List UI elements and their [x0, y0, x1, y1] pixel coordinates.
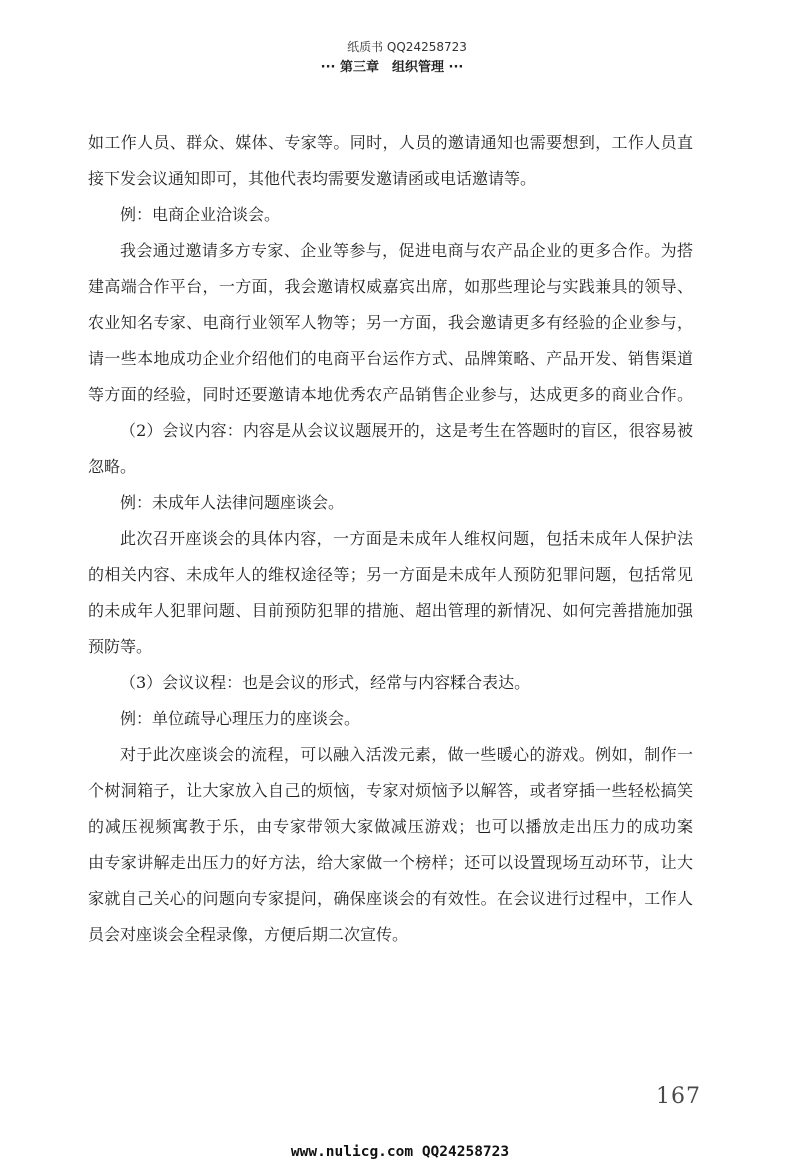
text-line: 的未成年人犯罪问题、目前预防犯罪的措施、超出管理的新情况、如何完善措施加强: [88, 601, 693, 620]
text-line: 预防等。: [88, 637, 153, 656]
text-line: 家就自己关心的问题向专家提问，确保座谈会的有效性。在会议进行过程中，工作人: [88, 889, 693, 908]
paragraph-meeting-agenda: [88, 665, 693, 701]
page-number: 167: [656, 1084, 701, 1109]
text-line: 例：单位疏导心理压力的座谈会。: [120, 709, 361, 728]
paragraph-invitation-continuation: [88, 125, 693, 197]
paragraph-stress-answer: [88, 737, 693, 953]
footer-watermark: www.nulicg.com QQ24258723: [290, 1144, 510, 1160]
text-line: 对于此次座谈会的流程，可以融入活泼元素，做一些暖心的游戏。例如，制作一: [120, 745, 693, 764]
text-line: （2）会议内容：内容是从会议议题展开的，这是考生在答题时的盲区，很容易被: [120, 421, 693, 440]
text-line: 的减压视频寓教于乐，由专家带领大家做减压游戏；也可以播放走出压力的成功案: [88, 817, 693, 836]
paragraph-example-ecommerce: [88, 197, 693, 233]
text-line: 接下发会议通知即可，其他代表均需要发邀请函或电话邀请等。: [88, 169, 537, 188]
text-line: 如工作人员、群众、媒体、专家等。同时，人员的邀请通知也需要想到，工作人员直: [88, 133, 693, 152]
text-line: 请一些本地成功企业介绍他们的电商平台运作方式、品牌策略、产品开发、销售渠道: [88, 349, 693, 368]
text-line: 的相关内容、未成年人的维权途径等；另一方面是未成年人预防犯罪问题，包括常见: [88, 565, 693, 584]
paragraph-example-minors: [88, 485, 693, 521]
text-line: 建高端合作平台，一方面，我会邀请权威嘉宾出席，如那些理论与实践兼具的领导、: [88, 277, 693, 296]
header-watermark: 纸质书 QQ24258723: [347, 40, 467, 54]
text-line: 此次召开座谈会的具体内容，一方面是未成年人维权问题，包括未成年人保护法: [120, 529, 693, 548]
text-line: 例：未成年人法律问题座谈会。: [120, 493, 345, 512]
paragraph-meeting-content: [88, 413, 693, 485]
page-body: [88, 125, 693, 953]
text-line: 忽略。: [88, 457, 137, 476]
text-line: （3）会议议程：也是会议的形式，经常与内容糅合表达。: [120, 673, 531, 692]
text-line: 员会对座谈会全程录像，方便后期二次宣传。: [88, 925, 409, 944]
running-header-chapter-title: ··· 第三章 组织管理 ···: [320, 60, 464, 75]
text-line: 等方面的经验，同时还要邀请本地优秀农产品销售企业参与，达成更多的商业合作。: [88, 385, 693, 404]
text-line: 我会通过邀请多方专家、企业等参与，促进电商与农产品企业的更多合作。为搭: [120, 241, 693, 260]
text-line: 个树洞箱子，让大家放入自己的烦恼，专家对烦恼予以解答，或者穿插一些轻松搞笑: [88, 781, 693, 800]
text-line: 由专家讲解走出压力的好方法，给大家做一个榜样；还可以设置现场互动环节，让大: [88, 853, 693, 872]
text-line: 农业知名专家、电商行业领军人物等；另一方面，我会邀请更多有经验的企业参与，: [88, 313, 693, 332]
paragraph-example-stress: [88, 701, 693, 737]
paragraph-ecommerce-answer: [88, 233, 693, 413]
paragraph-minors-answer: [88, 521, 693, 665]
text-line: 例：电商企业洽谈会。: [120, 205, 281, 224]
